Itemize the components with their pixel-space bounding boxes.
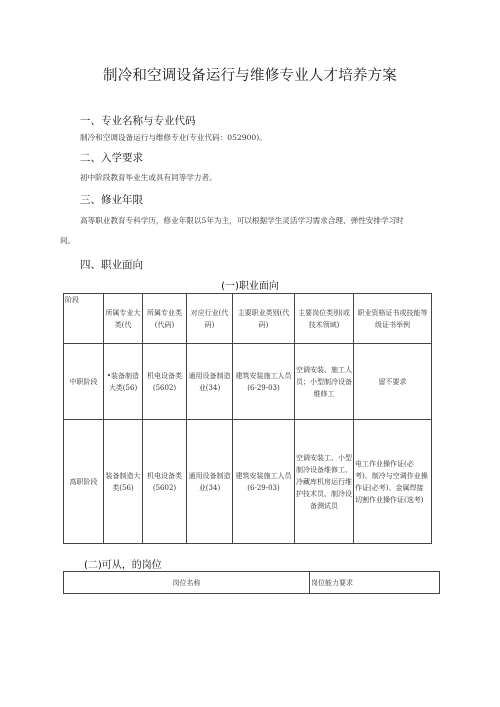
section-2-text: 初中阶段教育毕业生或具有同等学力者。 — [80, 173, 217, 182]
header-occupation: 主要职业类别(代码) — [233, 294, 295, 344]
header-major-class: 所属专业类(代码) — [143, 294, 187, 344]
row2-posts: 空调安装工、小型制冷设备维修工、冷藏库机房运行维护技术员、制冷设备测试员 — [295, 420, 354, 544]
row2-major-class: 机电设备类(5602) — [143, 420, 187, 544]
header-posts: 主要岗位类别(或技术领域) — [295, 294, 354, 344]
row1-occupation: 建筑安装施工人员(6-29-03) — [233, 344, 295, 420]
header-post-ability: 岗位能力要求 — [310, 572, 440, 594]
row1-stage: 中职阶段 — [64, 344, 104, 420]
header-certificates: 职业资格证书或技能等级证书举例 — [354, 294, 432, 344]
section-3-text-line1: 高等职业教育专科学历，修业年限以5年为主，可以根据学生灵活学习需求合理、弹性安排学习时 — [80, 216, 404, 225]
document-title: 制冷和空调设备运行与维修专业人才培养方案 — [103, 68, 397, 84]
row2-stage: 高职阶段 — [64, 420, 104, 544]
section-3-text-line2: 间。 — [60, 236, 76, 245]
section-1-heading: 一、专业名称与专业代码 — [80, 115, 196, 127]
row1-industry: 通用设备制造业(34) — [187, 344, 233, 420]
row2-industry: 通用设备制造业(34) — [187, 420, 233, 544]
row1-major-category: •装备制造大类(56) — [104, 344, 143, 420]
header-post-name: 岗位名称 — [64, 572, 310, 594]
row2-occupation: 建筑安装施工人员(6-29-03) — [233, 420, 295, 544]
section-4-heading: 四、职业面向 — [80, 259, 143, 271]
row2-certificates: 电工作业操作证(必考)、制冷与空调作业操作证(必考)、金属焊接切割作业操作证(选考) — [354, 420, 432, 544]
section-1-text: 制冷和空调设备运行与维修专业(专业代码：052900)。 — [80, 133, 267, 142]
table-row — [64, 420, 432, 544]
table-2-caption: (二)可从，的岗位 — [84, 560, 162, 571]
section-2-heading: 二、入学要求 — [80, 152, 143, 164]
row1-posts: 空调安装、施工人员；小型制冷设备维修工 — [295, 344, 354, 420]
row2-major-category: 装备制造大类(56) — [104, 420, 143, 544]
section-3-heading: 三、修业年限 — [80, 194, 143, 206]
header-stage: 阶段 — [64, 294, 104, 344]
header-industry: 对应行业(代码) — [187, 294, 233, 344]
row1-major-class: 机电设备类(5602) — [143, 344, 187, 420]
table-row — [64, 344, 432, 420]
row1-certificates: 留不要求 — [354, 344, 432, 420]
post-table — [63, 571, 440, 594]
occupation-table — [63, 293, 432, 544]
table-1-caption: (一)职业面向 — [221, 281, 279, 292]
header-major-category: 所属专业大类(代 — [104, 294, 143, 344]
